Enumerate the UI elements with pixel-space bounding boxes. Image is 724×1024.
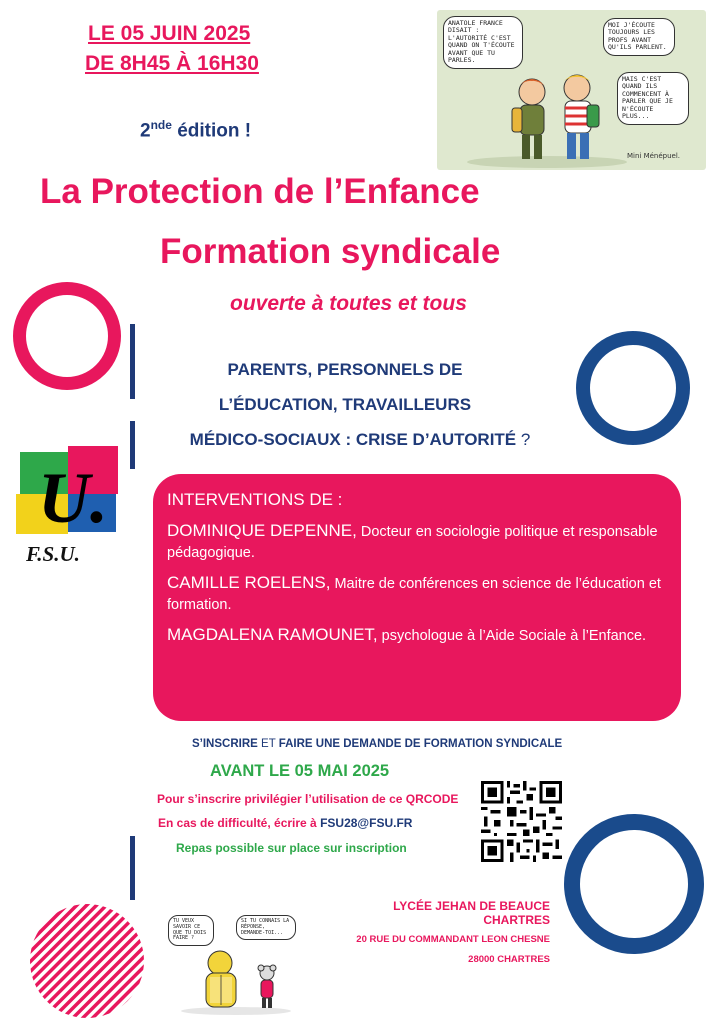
speech-bubble: MAIS C'EST QUAND ILS COMMENCENT À PARLER QUE JE N'ÉCOUTE PLUS... — [617, 72, 689, 125]
speakers-panel — [153, 474, 681, 721]
venue-name: LYCÉE JEHAN DE BEAUCE — [393, 899, 550, 913]
vertical-bar-decoration — [130, 324, 135, 399]
speaker-item: MAGDALENA RAMOUNET, psychologue à l’Aide Sociale à l’Enfance. — [167, 625, 647, 644]
event-time: DE 8H45 À 16H30 — [85, 52, 259, 75]
venue-city: CHARTRES — [483, 913, 550, 927]
blue-ring-decoration-bottom — [564, 814, 704, 954]
audience-tagline: ouverte à toutes et tous — [230, 292, 467, 315]
vertical-bar-decoration — [130, 421, 135, 469]
cartoon-signature: Mini Ménépuel. — [627, 152, 681, 160]
main-subtitle: Formation syndicale — [160, 232, 501, 271]
venue-street: 20 RUE DU COMMANDANT LEON CHESNE — [356, 934, 550, 945]
contact-line: En cas de difficulté, écrire à FSU28@FSU.FR — [158, 816, 413, 830]
question-line: L’ÉDUCATION, TRAVAILLEURS — [218, 395, 472, 414]
meal-info: Repas possible sur place sur inscription — [176, 841, 407, 855]
pink-ring-decoration — [13, 282, 121, 390]
fsu-logo-icon — [16, 442, 124, 537]
edition-label: 2nde édition ! — [140, 118, 252, 142]
fsu-logo — [16, 442, 124, 572]
registration-line: S’INSCRIRE ET FAIRE UNE DEMANDE DE FORMATION SYNDICALE — [192, 738, 563, 750]
speech-bubble: MOI J'ÉCOUTE TOUJOURS LES PROFS AVANT QU'ILS PARLENT. — [603, 18, 675, 56]
speech-bubble: SI TU CONNAIS LA RÉPONSE, DEMANDE-TOI... — [236, 915, 296, 940]
speaker-item: DOMINIQUE DEPENNE, Docteur en sociologie politique et responsable pédagogique. — [167, 521, 658, 561]
venue-postcode: 28000 CHARTRES — [468, 954, 550, 965]
cartoon-illustration-bottom — [168, 915, 298, 1015]
event-date: LE 05 JUIN 2025 — [88, 22, 251, 45]
speakers-heading: INTERVENTIONS DE : — [167, 490, 343, 509]
children-drawing-icon — [437, 10, 706, 170]
svg-text:U.: U. — [38, 458, 108, 537]
registration-deadline: AVANT LE 05 MAI 2025 — [210, 762, 390, 780]
fsu-logo-text: F.S.U. — [26, 542, 80, 566]
qr-instruction: Pour s’inscrire privilégier l’utilisation de ce QRCODE — [157, 792, 459, 806]
main-title: La Protection de l’Enfance — [40, 172, 480, 211]
question-line: MÉDICO-SOCIAUX : CRISE D’AUTORITÉ ? — [189, 430, 531, 449]
blue-ring-decoration — [576, 331, 690, 445]
cartoon-illustration-top — [437, 10, 706, 170]
question-line: PARENTS, PERSONNELS DE — [227, 360, 463, 379]
speech-bubble: ANATOLE FRANCE DISAIT : L'AUTORITÉ C'EST QUAND ON T'ÉCOUTE AVANT QUE TU PARLES. — [443, 16, 523, 69]
vertical-bar-decoration — [130, 836, 135, 900]
speech-bubble: TU VEUX SAVOIR CE QUE TU DOIS FAIRE ? — [168, 915, 214, 946]
striped-circle-decoration — [28, 902, 146, 1020]
speaker-item: CAMILLE ROELENS, Maitre de conférences en science de l’éducation et formation. — [167, 573, 661, 613]
qr-code-icon[interactable] — [481, 781, 562, 862]
contact-email-link[interactable]: FSU28@FSU.FR — [320, 816, 413, 830]
